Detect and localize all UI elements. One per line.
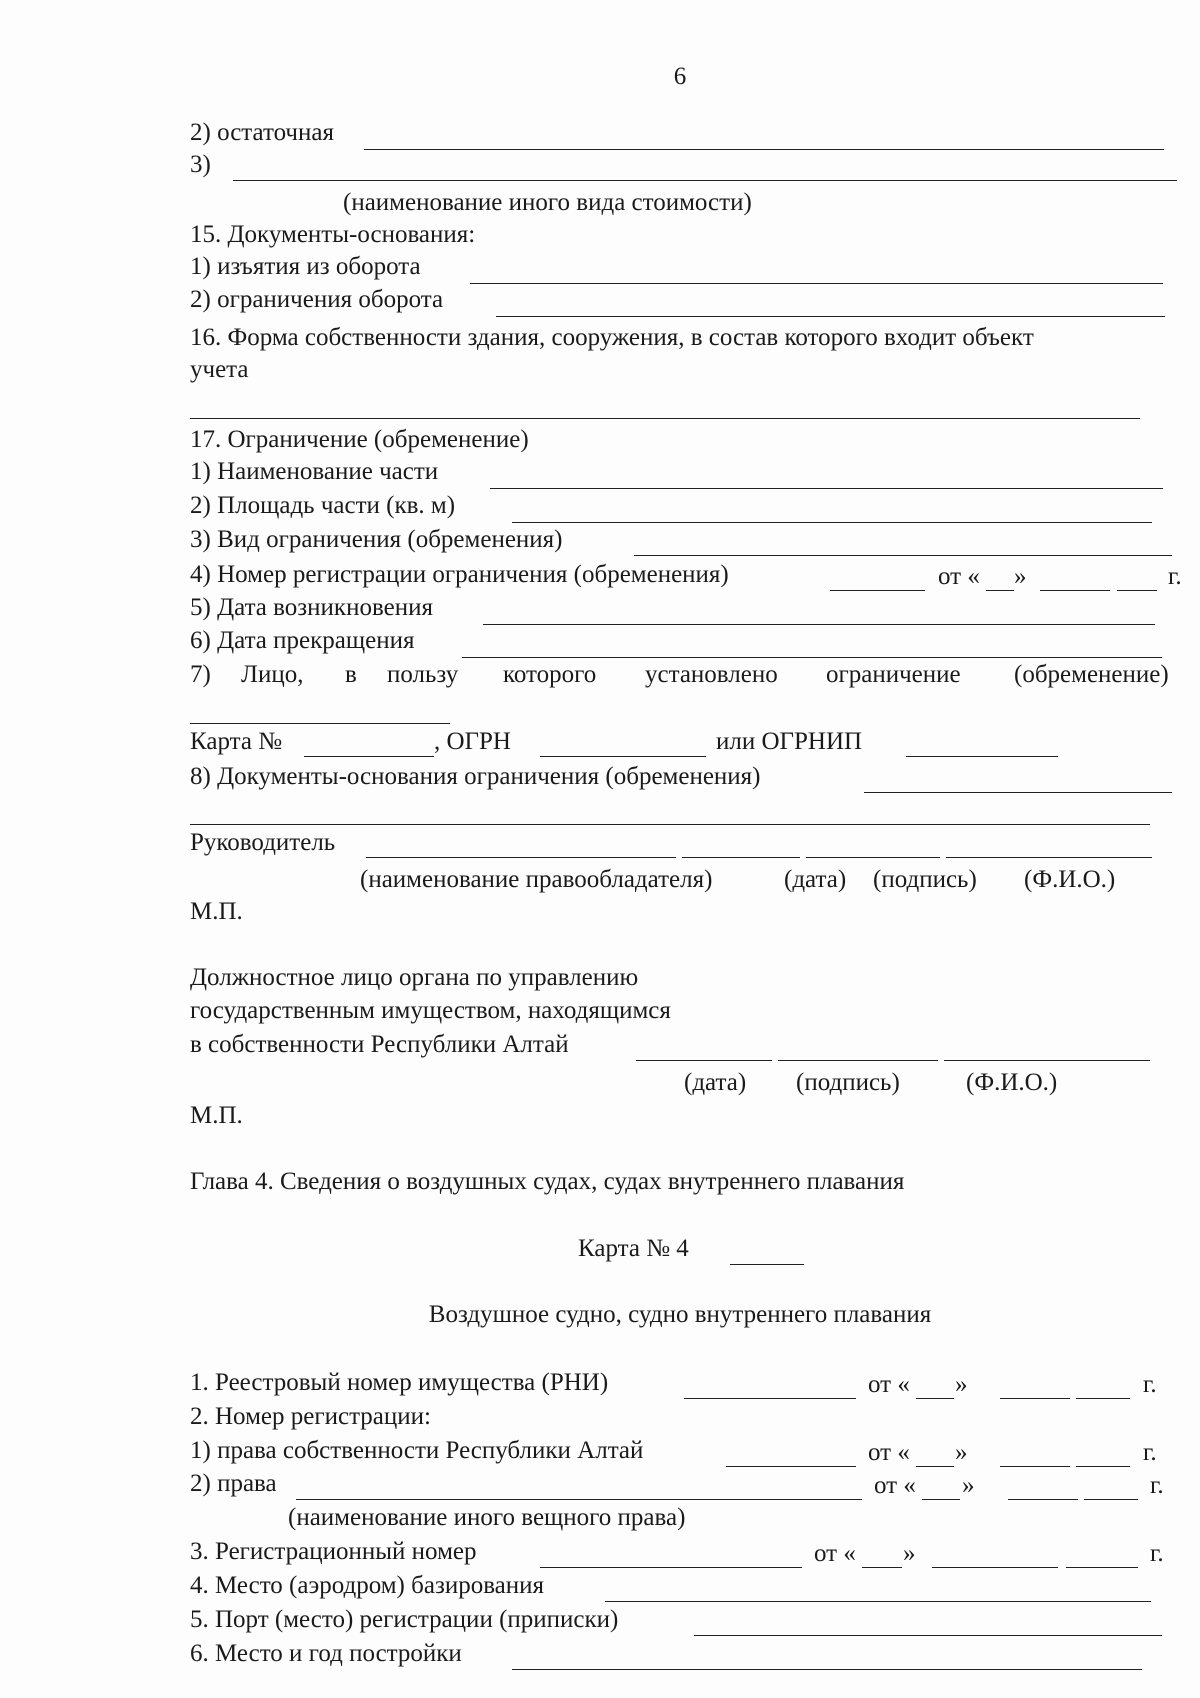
s17-part-area-line[interactable] [512,522,1152,523]
chapter4-card-line[interactable] [730,1264,804,1265]
s17-title: 17. Ограничение (обременение) [190,426,529,453]
s17-start-line[interactable] [483,624,1155,625]
s17-ogrnip-label: или ОГРНИП [716,728,863,755]
ch4-port-line[interactable] [694,1635,1162,1636]
s17-person-word-1: 7) [190,661,211,688]
s17-person-word-3: в [345,661,357,688]
s17-person-word-2: Лицо, [241,661,304,688]
sign1-fio-line[interactable] [946,857,1152,858]
s17-reg-number-label: 4) Номер регистрации ограничения (обременения) [190,561,729,588]
value-residual-label: 2) остаточная [190,119,334,146]
s17-person-word-6: установлено [645,661,778,688]
sign2-date-hint: (дата) [684,1069,747,1096]
ch4-right-hint: (наименование иного вещного права) [288,1504,686,1531]
s17-docs-label: 8) Документы-основания ограничения (обременения) [190,763,761,790]
s17-card-label: Карта № [190,728,283,755]
ch4-reg-title: 2. Номер регистрации: [190,1403,431,1430]
s17-year-suffix: г. [1168,563,1182,590]
ch4-regnum-from-open: от « [814,1540,856,1567]
sign2-stamp-place: М.П. [190,1102,243,1129]
sign2-line3: в собственности Республики Алтай [190,1031,569,1058]
ch4-regnum-from-close: » [903,1540,916,1567]
s17-docs-line-2[interactable] [190,824,1150,825]
s17-ogrn-line[interactable] [540,756,706,757]
ch4-right-month-line[interactable] [1008,1499,1078,1500]
s17-person-word-4: пользу [387,661,459,688]
ch4-own-from-close: » [955,1439,968,1466]
s17-year-line[interactable] [1117,590,1157,591]
chapter4-subtitle: Воздушное судно, судно внутреннего плавания [428,1301,932,1328]
sign1-date-hint: (дата) [784,866,847,893]
chapter4-title: Глава 4. Сведения о воздушных судах, судах внутреннего плавания [190,1168,905,1195]
s17-ogrnip-line[interactable] [906,756,1058,757]
ch4-right-from-close: » [962,1472,975,1499]
chapter4-card-label: Карта № 4 [578,1235,689,1262]
s17-from-close: » [1014,563,1027,590]
sign1-holder-line[interactable] [366,857,676,858]
sign2-line1: Должностное лицо органа по управлению [190,964,639,991]
value-item3-label: 3) [190,151,211,178]
sign2-line2: государственным имуществом, находящимся [190,997,671,1024]
ch4-ownership-line[interactable] [726,1466,856,1467]
s17-part-area-label: 2) Площадь части (кв. м) [190,492,456,519]
ch4-base-label: 4. Место (аэродром) базирования [190,1572,545,1599]
s17-docs-line[interactable] [864,792,1172,793]
value-item3-line[interactable] [233,180,1177,181]
s17-part-name-line[interactable] [490,488,1163,489]
ch4-base-line[interactable] [605,1601,1151,1602]
s16-line1: 16. Форма собственности здания, сооружения, в состав которого входит объект [190,324,1034,351]
sign1-sign-hint: (подпись) [873,866,977,893]
s17-start-label: 5) Дата возникновения [190,594,433,621]
value-other-hint: (наименование иного вида стоимости) [343,189,752,216]
s17-end-line[interactable] [462,657,1162,658]
s17-person-word-7: ограничение [826,661,961,688]
ch4-rni-from-close: » [955,1371,968,1398]
ch4-regnum-year-suffix: г. [1150,1540,1164,1567]
ch4-regnum-day-line[interactable] [862,1567,902,1568]
sign1-head-label: Руководитель [190,829,336,856]
s17-ogrn-label: , ОГРН [434,728,511,755]
ch4-right-label: 2) права [190,1470,277,1497]
sign2-sign-hint: (подпись) [796,1069,900,1096]
sign2-fio-line[interactable] [944,1060,1150,1061]
ch4-rni-year-line[interactable] [1076,1398,1130,1399]
s17-month-line[interactable] [1040,590,1110,591]
ch4-right-year-suffix: г. [1150,1472,1164,1499]
ch4-regnum-month-line[interactable] [932,1567,1058,1568]
ch4-right-year-line[interactable] [1084,1499,1138,1500]
sign2-sign-line[interactable] [778,1060,938,1061]
ch4-own-month-line[interactable] [1000,1466,1070,1467]
page-number: 6 [673,63,687,90]
ch4-built-label: 6. Место и год постройки [190,1640,462,1667]
s15-withdrawal-label: 1) изъятия из оборота [190,253,421,280]
s17-person-line[interactable] [190,723,450,724]
ch4-own-year-suffix: г. [1143,1439,1157,1466]
s17-day-line[interactable] [986,590,1014,591]
sign2-date-line[interactable] [636,1060,772,1061]
s17-card-line[interactable] [304,756,434,757]
ch4-rni-day-line[interactable] [916,1398,954,1399]
s16-line[interactable] [190,418,1140,419]
s17-kind-label: 3) Вид ограничения (обременения) [190,526,563,553]
ch4-right-day-line[interactable] [922,1499,960,1500]
ch4-own-year-line[interactable] [1076,1466,1130,1467]
sign2-fio-hint: (Ф.И.О.) [966,1069,1058,1096]
ch4-rni-label: 1. Реестровый номер имущества (РНИ) [190,1369,609,1396]
ch4-built-line[interactable] [512,1669,1142,1670]
ch4-rni-year-suffix: г. [1143,1371,1157,1398]
ch4-right-from-open: от « [874,1472,916,1499]
sign1-sign-line[interactable] [806,857,940,858]
s17-reg-number-line[interactable] [830,590,925,591]
ch4-own-from-open: от « [868,1439,910,1466]
ch4-own-day-line[interactable] [916,1466,954,1467]
sign1-holder-hint: (наименование правообладателя) [360,866,713,893]
s17-person-word-5: которого [503,661,597,688]
s15-restriction-line[interactable] [496,316,1165,317]
ch4-right-line[interactable] [296,1499,862,1500]
ch4-rni-line[interactable] [684,1398,856,1399]
sign1-fio-hint: (Ф.И.О.) [1024,866,1116,893]
ch4-regnum-label: 3. Регистрационный номер [190,1538,477,1565]
s15-title: 15. Документы-основания: [190,221,476,248]
ch4-regnum-line[interactable] [540,1567,802,1568]
s17-part-name-label: 1) Наименование части [190,458,439,485]
s16-line2: учета [190,356,249,383]
ch4-rni-from-open: от « [868,1371,910,1398]
s17-end-label: 6) Дата прекращения [190,627,415,654]
s17-kind-line[interactable] [634,555,1172,556]
s17-person-word-8: (обременение) [1014,661,1169,688]
sign1-date-line[interactable] [682,857,800,858]
ch4-ownership-label: 1) права собственности Республики Алтай [190,1437,644,1464]
value-residual-line[interactable] [364,149,1164,150]
s15-withdrawal-line[interactable] [470,283,1163,284]
sign1-stamp-place: М.П. [190,898,243,925]
s15-restriction-label: 2) ограничения оборота [190,286,444,313]
ch4-regnum-year-line[interactable] [1066,1567,1138,1568]
ch4-rni-month-line[interactable] [1000,1398,1070,1399]
s17-from-open: от « [938,563,980,590]
ch4-port-label: 5. Порт (место) регистрации (приписки) [190,1606,619,1633]
